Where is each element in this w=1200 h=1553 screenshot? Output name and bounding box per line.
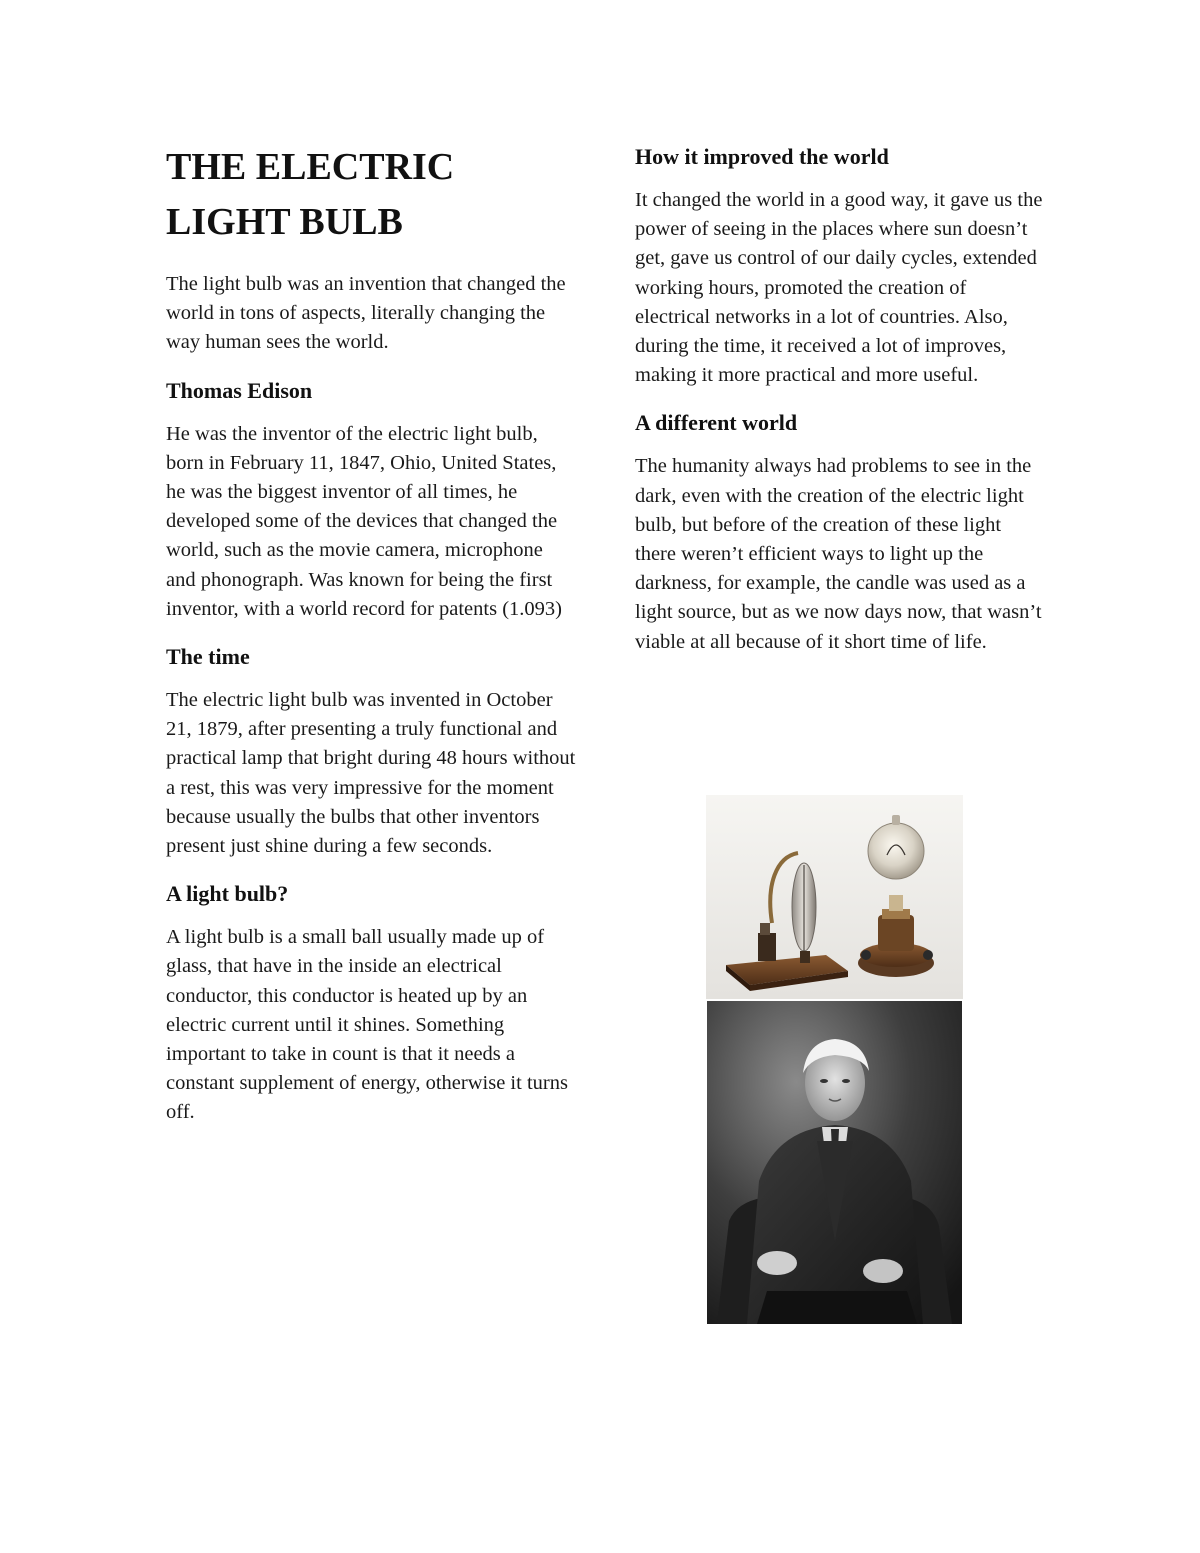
early-light-bulbs-photo bbox=[706, 795, 963, 999]
left-column bbox=[166, 140, 576, 1146]
section-body-thomas-edison: He was the inventor of the electric light bulb, born in February 11, 1847, Ohio, United States, he was the biggest inventor of all times, he developed some of the devices that changed the world, such as the movie camera, microphone and phonograph. Was known for being the first inventor, with a world record for patents (1.093) bbox=[166, 422, 562, 620]
section-body-a-different-world: The humanity always had problems to see in the dark, even with the creation of the electric light bulb, but before of the creation of these light there weren’t efficient ways to light up the darkness, for example, the candle was used as a light source, but as we now days now, that wasn’t viable at all because of it short time of life. bbox=[635, 455, 1042, 653]
section-body-the-time: The electric light bulb was invented in October 21, 1879, after presenting a truly functional and practical lamp that bright during 48 hours without a rest, this was very impressive for the moment because usually the bulbs that other inventors present just shine during a few seconds. bbox=[166, 689, 576, 858]
intro-paragraph: The light bulb was an invention that changed the world in tons of aspects, literally changing the way human sees the world. bbox=[166, 273, 566, 354]
right-column bbox=[635, 140, 1045, 675]
thomas-edison-portrait-photo bbox=[707, 1001, 962, 1324]
section-heading-thomas-edison: Thomas Edison bbox=[166, 377, 313, 403]
section-heading-a-light-bulb: A light bulb? bbox=[166, 881, 289, 907]
section-body-how-it-improved: It changed the world in a good way, it gave us the power of seeing in the places where sun doesn’t get, gave us control of our daily cycles, extended working hours, promoted the creation of electrical networks in a lot of countries. Also, during the time, it received a lot of improves, making it more practical and more useful. bbox=[635, 189, 1043, 387]
section-heading-a-different-world: A different world bbox=[635, 410, 798, 436]
section-heading-the-time: The time bbox=[166, 644, 250, 670]
section-heading-how-it-improved: How it improved the world bbox=[635, 144, 889, 169]
section-body-a-light-bulb: A light bulb is a small ball usually made up of glass, that have in the inside an electrical conductor, this conductor is heated up by an electric current until it shines. Something important to take in count is that it needs a constant supplement of energy, otherwise it turns off. bbox=[166, 926, 568, 1124]
document-title: THE ELECTRIC LIGHT BULB bbox=[166, 146, 455, 243]
